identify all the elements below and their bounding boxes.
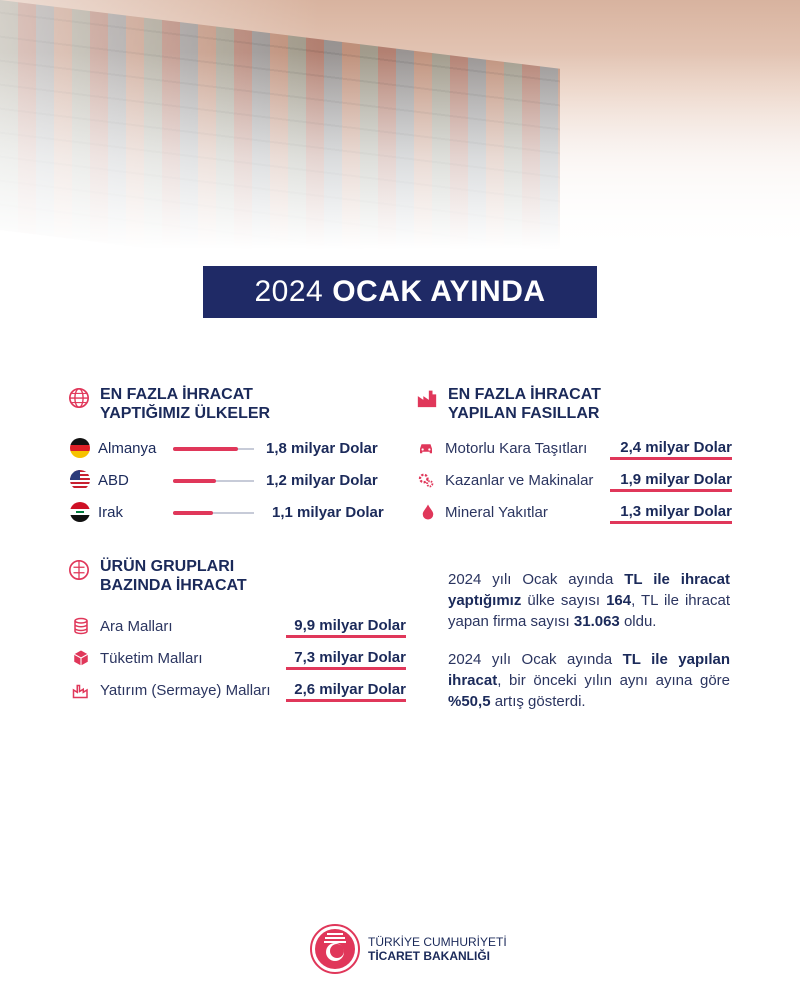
- text-span: 2024 yılı Ocak ayında: [448, 571, 625, 588]
- product-name: Ara Malları: [100, 618, 173, 635]
- ministry-footer: [310, 924, 507, 974]
- bold-span: 31.063: [573, 613, 620, 630]
- text-span: oldu.: [619, 613, 657, 630]
- text-span: , bir önceki yılın aynı ayına göre: [497, 672, 730, 689]
- box-icon: [72, 649, 90, 667]
- country-name: ABD: [98, 471, 129, 489]
- text-span: artış gösterdi.: [490, 693, 586, 710]
- hero-image: [0, 0, 800, 260]
- text-span: ülke sayısı: [521, 592, 607, 609]
- country-value: 1,8 milyar Dolar: [266, 440, 378, 457]
- footer-line2: TİCARET BAKANLIĞI: [368, 949, 490, 963]
- country-bar-fill: [173, 511, 213, 515]
- chapter-name: Motorlu Kara Taşıtları: [445, 440, 588, 457]
- product-name: Yatırım (Sermaye) Malları: [100, 682, 271, 699]
- iraq-flag-icon: [70, 502, 90, 522]
- product-name: Tüketim Malları: [100, 650, 203, 667]
- coins-icon: [72, 617, 90, 635]
- chapter-value: 1,9 milyar Dolar: [610, 471, 732, 492]
- country-row-irak: [70, 502, 123, 522]
- car-icon: [417, 439, 435, 457]
- product-value: 9,9 milyar Dolar: [286, 617, 406, 638]
- chapter-value: 2,4 milyar Dolar: [610, 439, 732, 460]
- countries-heading-line1: EN FAZLA İHRACAT: [100, 386, 253, 403]
- gears-icon: [417, 471, 435, 489]
- country-row-abd: [70, 470, 129, 490]
- country-bar-fill: [173, 447, 238, 451]
- factory-icon: [416, 387, 438, 409]
- footer-line1: TÜRKİYE CUMHURİYETİ: [368, 935, 507, 949]
- tl-export-paragraph: [448, 569, 730, 632]
- country-name: Almanya: [98, 439, 157, 457]
- page-title: [203, 266, 597, 318]
- country-value: 1,2 milyar Dolar: [266, 472, 378, 489]
- chapters-heading-line1: EN FAZLA İHRACAT: [448, 386, 601, 403]
- country-name: Irak: [98, 503, 124, 521]
- bold-span: 164: [606, 592, 632, 609]
- text-span: 2024 yılı Ocak ayında: [448, 651, 623, 668]
- product-value: 7,3 milyar Dolar: [286, 649, 406, 670]
- germany-flag-icon: [70, 438, 90, 458]
- text-span: , TL ile ihracat yapan firma sayısı: [448, 592, 730, 630]
- chapters-heading-line2: YAPILAN FASILLAR: [448, 405, 600, 422]
- country-value: 1,1 milyar Dolar: [272, 504, 384, 521]
- industry-icon: [72, 681, 90, 699]
- products-heading-line2: BAZINDA İHRACAT: [100, 577, 247, 594]
- title-bold: OCAK AYINDA: [332, 275, 546, 308]
- globe-icon: [68, 387, 90, 409]
- bold-span: TL ile ihracat yaptığımız: [448, 571, 730, 609]
- countries-heading: [68, 385, 270, 423]
- product-value: 2,6 milyar Dolar: [286, 681, 406, 702]
- ministry-logo-icon: [310, 924, 360, 974]
- title-year: 2024: [254, 275, 324, 308]
- chapter-value: 1,3 milyar Dolar: [610, 503, 732, 524]
- products-heading-line1: ÜRÜN GRUPLARI: [100, 558, 235, 575]
- chapter-name: Mineral Yakıtlar: [445, 504, 548, 521]
- globe-export-icon: [68, 559, 90, 581]
- countries-heading-line2: YAPTIĞIMIZ ÜLKELER: [100, 405, 271, 422]
- country-bar-abd: [173, 480, 254, 482]
- country-bar-irak: [173, 512, 254, 514]
- country-bar-almanya: [173, 448, 254, 450]
- drop-icon: [419, 503, 437, 521]
- usa-flag-icon: [70, 470, 90, 490]
- country-bar-fill: [173, 479, 216, 483]
- country-row-almanya: [70, 438, 156, 458]
- bold-span: %50,5: [448, 693, 491, 710]
- products-heading: [68, 557, 247, 595]
- tl-growth-paragraph: [448, 649, 730, 712]
- chapter-name: Kazanlar ve Makinalar: [445, 472, 594, 489]
- chapters-heading: [416, 385, 601, 423]
- bold-span: TL ile yapılan ihracat: [448, 651, 730, 689]
